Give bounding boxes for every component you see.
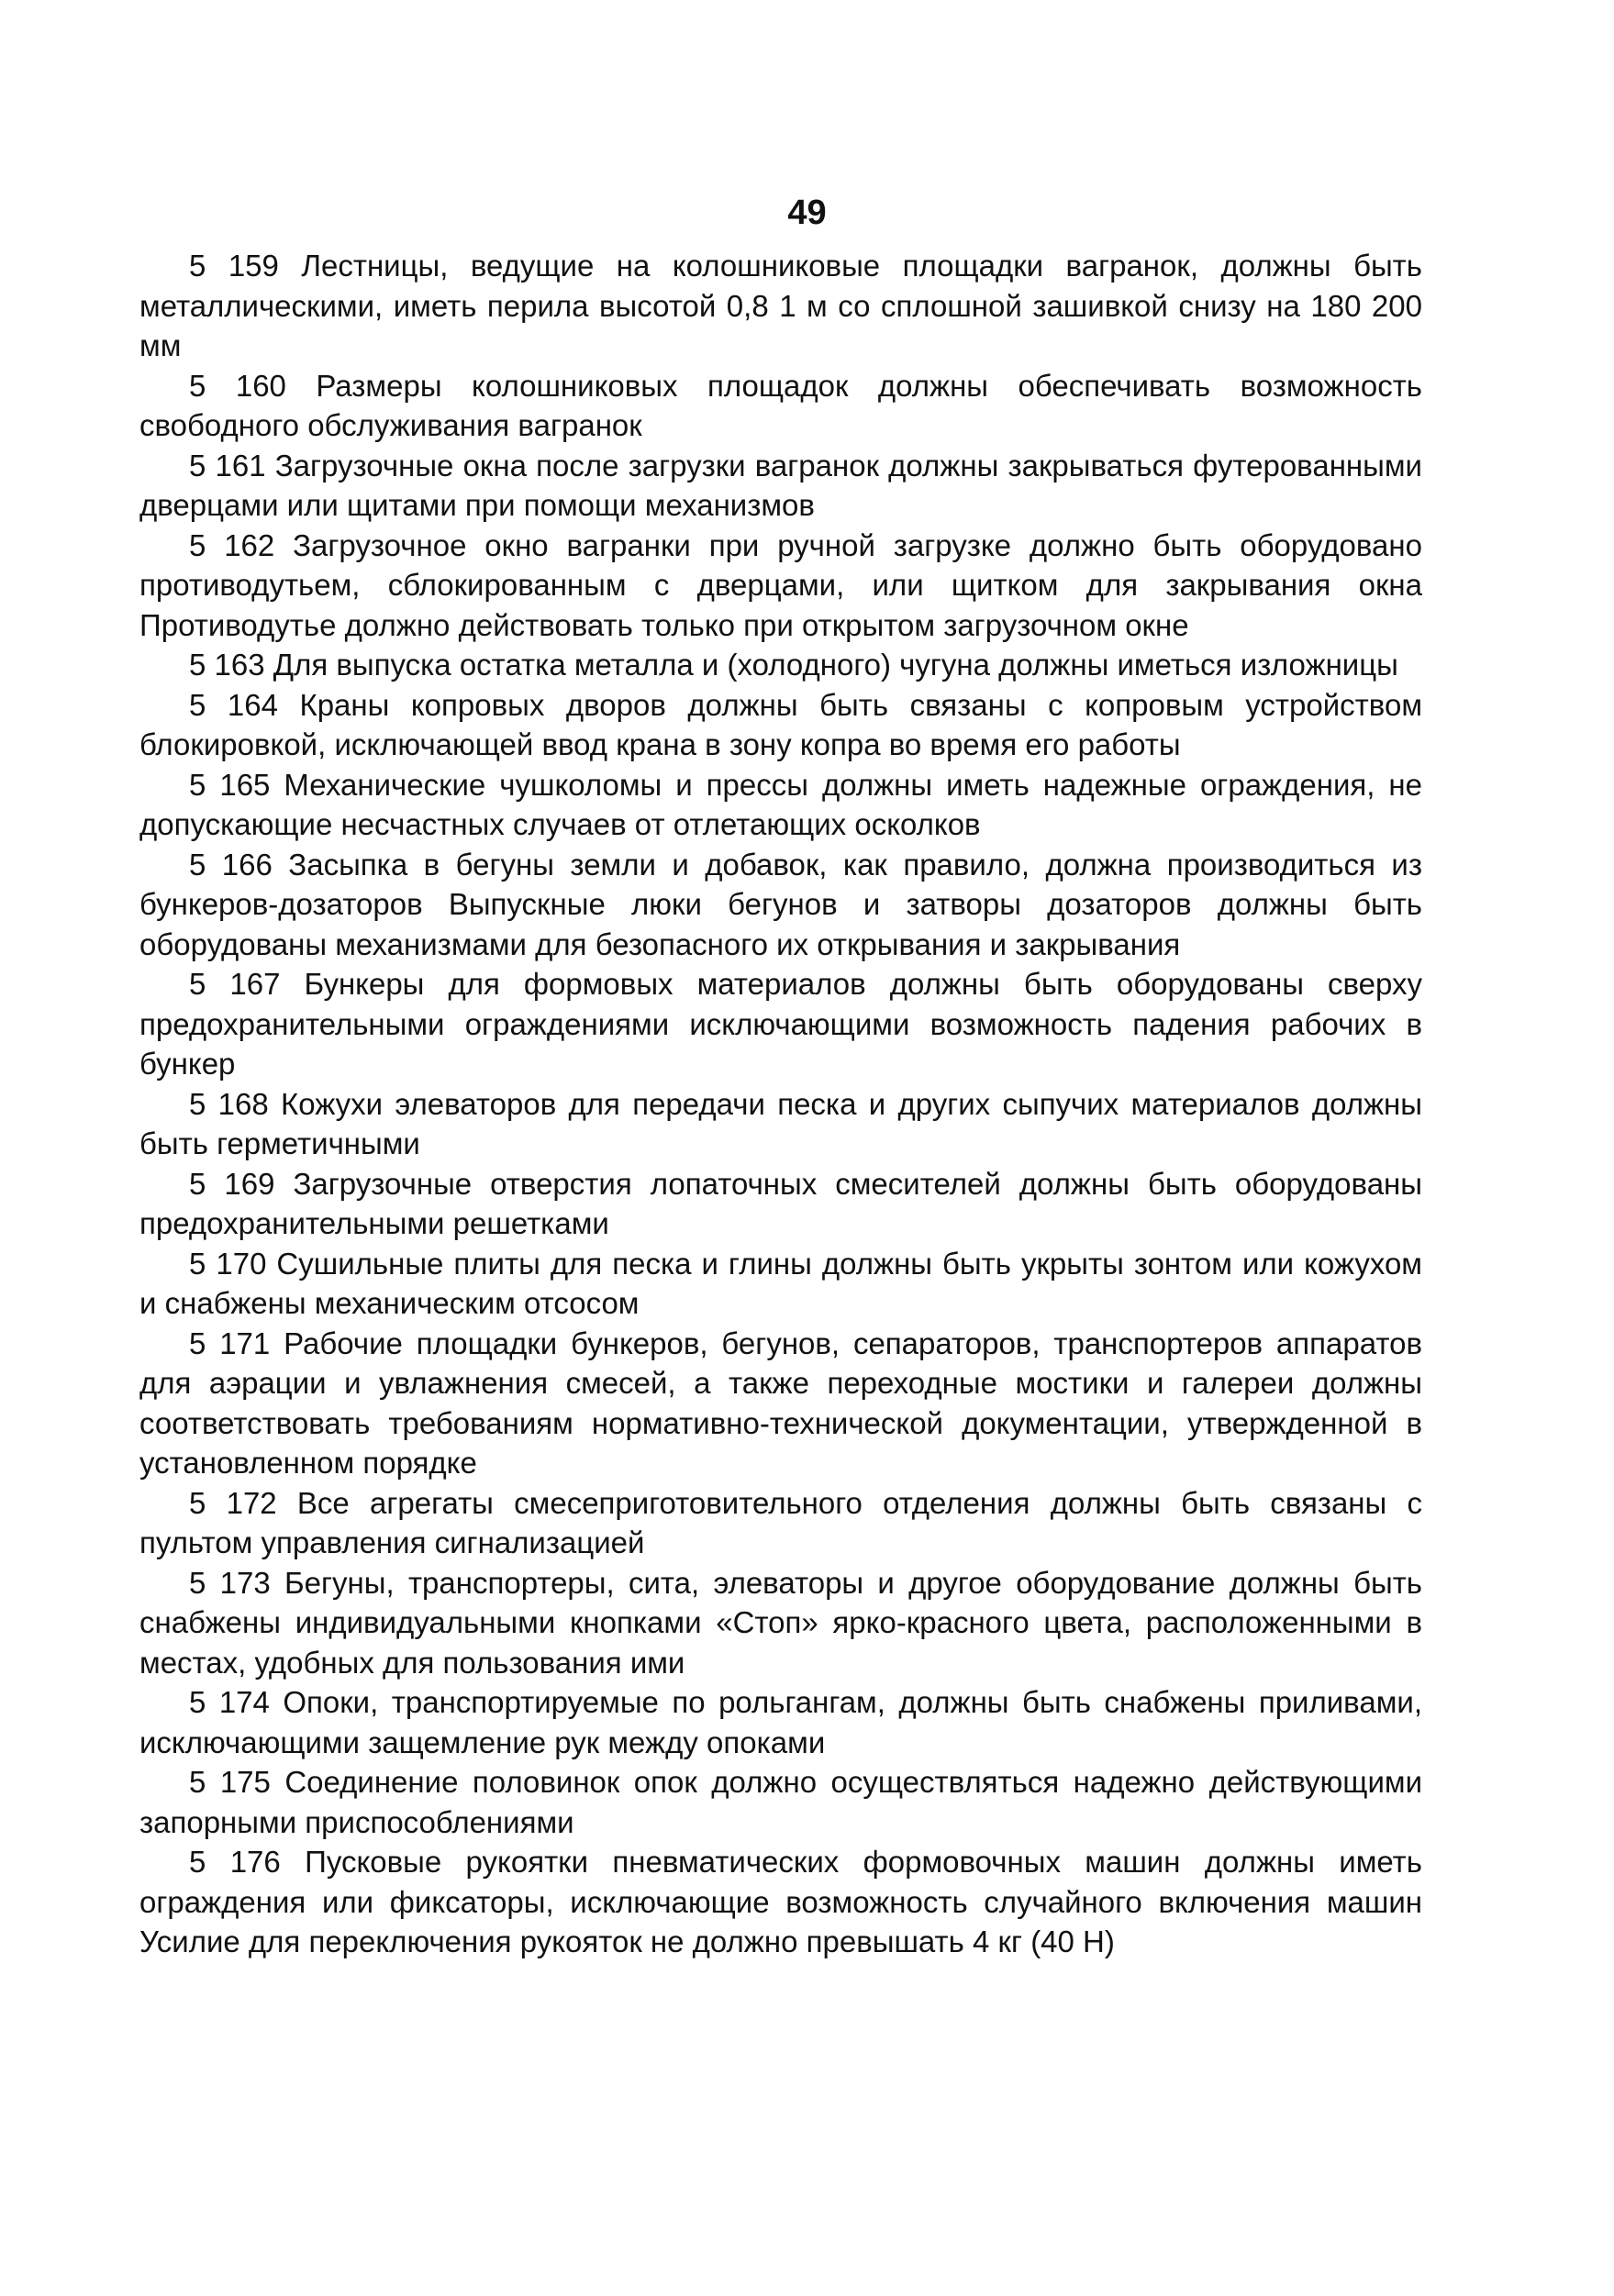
page-number: 49 — [787, 194, 827, 232]
clause-5-160: 5 160 Размеры колошниковых площадок должны обеспечивать возможность свободного обслуживания вагранок — [139, 368, 1422, 442]
clause-5-161: 5 161 Загрузочные окна после загрузки вагранок должны закрываться футерованными дверцами или щитами при помощи механизмов — [139, 448, 1422, 522]
clause-5-170: 5 170 Сушильные плиты для песка и глины должны быть укрыты зонтом или кожухом и снабжены механическим отсосом — [139, 1246, 1422, 1320]
clause-5-173: 5 173 Бегуны, транспортеры, сита, элеваторы и другое оборудование должны быть снабжены индивидуальными кнопками «Стоп» ярко-красного цвета, расположенными в местах, удобных для пользования ими — [139, 1565, 1422, 1680]
clause-5-165: 5 165 Механические чушколомы и прессы должны иметь надежные ограждения, не допускающие несчастных случаев от отлетающих осколков — [139, 767, 1422, 841]
clause-5-166: 5 166 Засыпка в бегуны земли и добавок, как правило, должна производиться из бункеров-дозаторов Выпускные люки бегунов и затворы дозаторов должны быть оборудованы механизмами для безопасного их открывания и закрывания — [139, 847, 1422, 961]
clause-5-172: 5 172 Все агрегаты смесеприготовительного отделения должны быть связаны с пультом управления сигнализацией — [139, 1485, 1422, 1559]
clause-5-171: 5 171 Рабочие площадки бункеров, бегунов, сепараторов, транспортеров аппаратов для аэрации и увлажнения смесей, а также переходные мостики и галереи должны соответствовать требованиям нормативно-технической документации, утвержденной в установленном порядке — [139, 1325, 1422, 1480]
document-body — [139, 246, 1422, 1962]
clause-5-164: 5 164 Краны копровых дворов должны быть связаны с копровым устройством блокировкой, исключающей ввод крана в зону копра во время его работы — [139, 687, 1422, 761]
clause-5-169: 5 169 Загрузочные отверстия лопаточных смесителей должны быть оборудованы предохранительными решетками — [139, 1166, 1422, 1240]
clause-5-159: 5 159 Лестницы, ведущие на колошниковые площадки вагранок, должны быть металлическими, иметь перила высотой 0,8 1 м со сплошной зашивкой снизу на 180 200 мм — [139, 249, 1422, 362]
clause-5-176: 5 176 Пусковые рукоятки пневматических формовочных машин должны иметь ограждения или фиксаторы, исключающие возможность случайного включения машин Усилие для переключения рукояток не должно превышать 4 кг (40 Н) — [139, 1845, 1422, 1958]
clause-5-162: 5 162 Загрузочное окно вагранки при ручной загрузке должно быть оборудовано противодутьем, сблокированным с дверцами, или щитком для закрывания окна Противодутье должно действовать только при открытом загрузочном окне — [139, 527, 1422, 642]
clause-5-163: 5 163 Для выпуска остатка металла и (холодного) чугуна должны иметься изложницы — [189, 648, 1398, 682]
clause-5-168: 5 168 Кожухи элеваторов для передачи песка и других сыпучих материалов должны быть герметичными — [139, 1086, 1422, 1160]
clause-5-174: 5 174 Опоки, транспортируемые по рольгангам, должны быть снабжены приливами, исключающими защемление рук между опоками — [139, 1685, 1422, 1759]
clause-5-167: 5 167 Бункеры для формовых материалов должны быть оборудованы сверху предохранительными ограждениями исключающими возможность падения рабочих в бункер — [139, 967, 1422, 1081]
clause-5-175: 5 175 Соединение половинок опок должно осуществляться надежно действующими запорными приспособлениями — [139, 1765, 1422, 1839]
